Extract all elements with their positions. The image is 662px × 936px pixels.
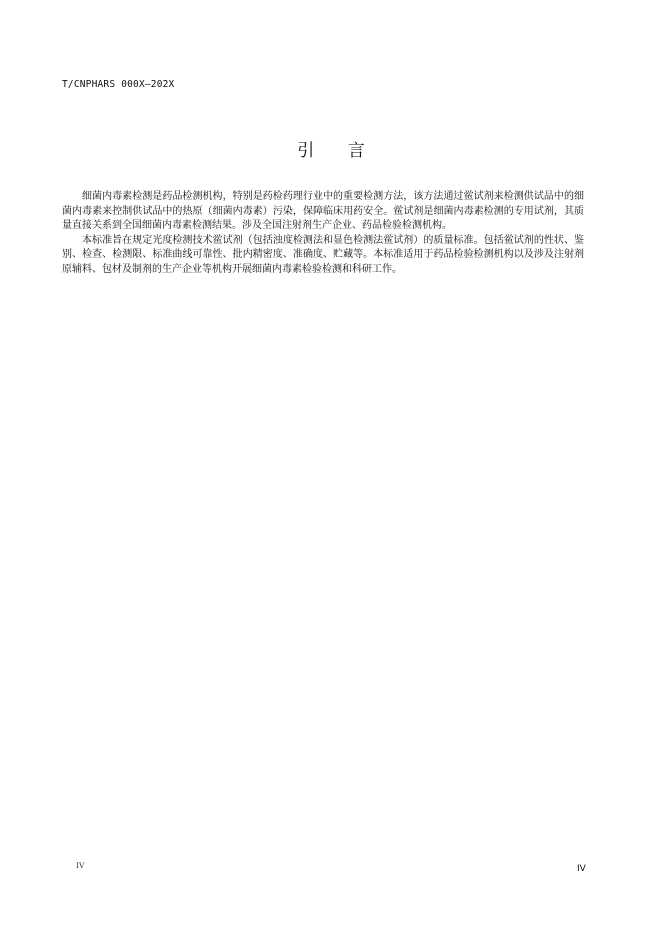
- page-title: 引 言: [297, 141, 379, 161]
- paragraph: 细菌内毒素检测是药品检测机构，特别是药检药理行业中的重要检测方法，该方法通过鲎试剂来检测供试品中的细菌内毒素来控制供试品中的热原（细菌内毒素）污染，保障临床用药安全。鲎试剂是细菌内毒素检测的专用试剂，其质量直接关系到全国细菌内毒素检测结果。涉及全国注射剂生产企业、药品检验检测机构。: [62, 191, 584, 231]
- page-number-right: IV: [577, 864, 586, 874]
- page-number-left: IV: [76, 861, 85, 870]
- standard-code: T/CNPHARS 000X—202X: [62, 79, 175, 90]
- paragraph: 本标准旨在规定光度检测技术鲎试剂（包括浊度检测法和显色检测法鲎试剂）的质量标准。包括鲎试剂的性状、鉴别、检查、检测限、标准曲线可靠性、批内精密度、准确度、贮藏等。本标准适用于药品检验检测机构以及涉及注射剂原辅料、包材及制剂的生产企业等机构开展细菌内毒素检验检测和科研工作。: [62, 234, 584, 275]
- body-text: [62, 190, 584, 277]
